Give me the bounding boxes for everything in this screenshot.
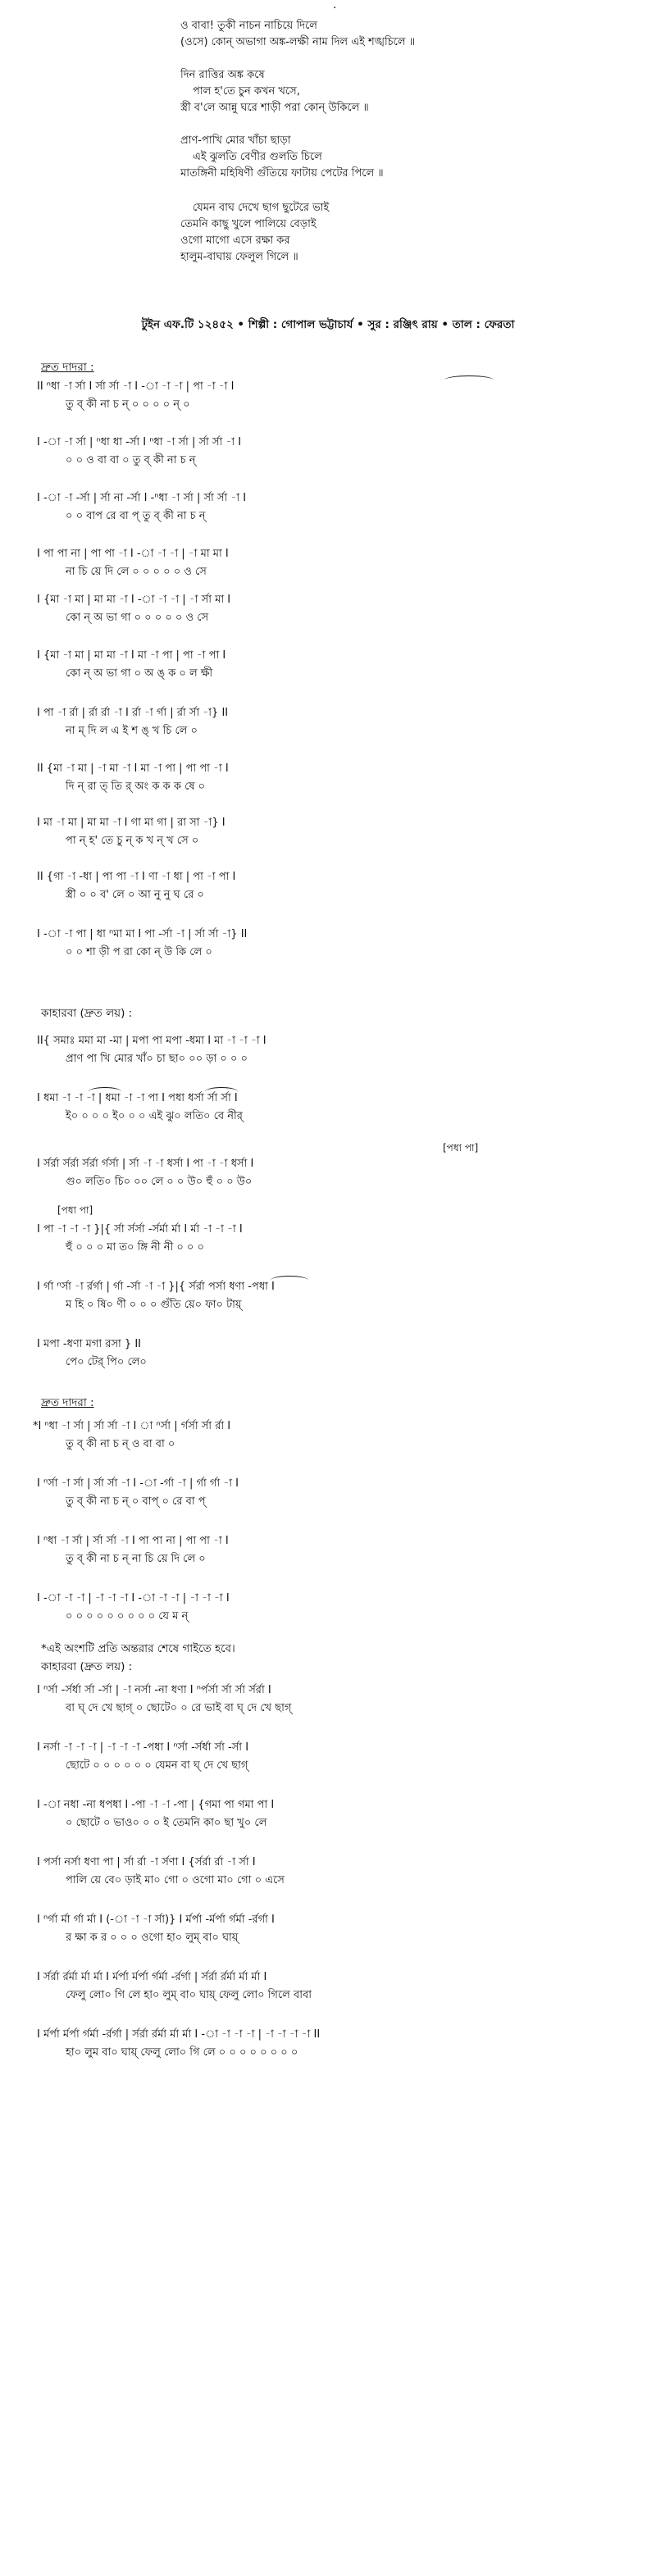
bracket-note: [পধা পা] <box>57 1204 93 1216</box>
notation-row <box>0 926 656 963</box>
swara-line: I ⁿধা -া র্সা | র্সা র্সা -া I পা পা না | পা পা -া I <box>37 1535 229 1547</box>
notation-row <box>0 761 656 797</box>
lyric-line: (ওসে) কোন্ অভাগা অঙ্ক-লক্ষী নাম দিল এই শঙ্খচিলে ॥ <box>180 36 416 48</box>
notation-row <box>0 1222 656 1258</box>
lyric-line: যেমন বাঘ দেখে ছাগ ছুটেরে ভাই <box>193 202 330 214</box>
notation-row <box>0 1591 656 1627</box>
swara-line: I পা -া র্রা | র্রা র্রা -া I র্রা -া র্গা | র্রা র্সা -া} II <box>37 707 229 719</box>
section-heading: দ্রুত দাদরা : <box>41 1396 94 1409</box>
lyric-syllables: দি ন্ রা ত্ তি র্ অং ক ক ক ষে ০ <box>66 781 206 793</box>
lyric-line: মাতঙ্গিনী মহিষিণী গুঁতিয়ে ফাটায় পেটের পিলে ॥ <box>180 167 384 180</box>
swara-line: I পা পা না | পা পা -া I -া -া -া | -া মা মা I <box>37 548 229 560</box>
lyric-syllables: গু০ লতি০ চি০ ০০ লে ০ ০ উ০ হুঁ ০ ০ উ০ <box>66 1176 253 1188</box>
lyric-syllables: ০ ০ শা ড়ী প রা কো ন্ উ কি লে ০ <box>66 946 212 958</box>
swara-line: I ⁿর্সা -র্সর্ধা র্সা -র্সা | -া নর্সা -না ধণা I ⁿর্পর্সা র্সা র্সা র্সর্রা I <box>37 1684 271 1696</box>
notation-row <box>0 1533 656 1569</box>
swara-line: I র্সর্রা র্সর্রা র্সর্রা র্গর্সা | র্সা -া -া ধর্সা I পা -া -া ধর্সা I <box>37 1158 254 1170</box>
notation-row <box>0 2027 656 2063</box>
slur-mark <box>89 1087 121 1096</box>
notation-row <box>0 815 656 851</box>
lyric-syllables: ম হি ০ ষি০ ণী ০ ০ ০ গুঁতি য়ে০ ফা০ টায়্ <box>66 1299 242 1311</box>
lyric-line: পাল হ'তে চুন কখন খসে, <box>193 85 300 98</box>
swara-line: I ⁿর্সা -া র্সা | র্সা র্সা -া I -া -র্গা -া | র্গা র্গা -া I <box>37 1477 239 1490</box>
record-credits: টুইন এফ.টি ১২৪৫২ • শিল্পী : গোপাল ভট্টাচার্য • সুর : রঞ্জিৎ রায় • তাল : ফেরতা <box>141 318 515 331</box>
slur-mark <box>271 1276 308 1285</box>
notation-row <box>0 1418 656 1454</box>
lyric-syllables: তু ব্ কী না চ ন্ না চি য়ে দি লে ০ <box>66 1553 206 1565</box>
lyric-syllables: পে০ টের্ পি০ লে০ <box>66 1356 147 1368</box>
swara-line: I পা -া -া -া }|{ র্সা র্সর্সা -র্সর্মা র্মা I র্মা -া -া -া I <box>37 1223 243 1236</box>
swara-line: II {মা -া মা | -া মা -া I মা -া পা | পা পা -া I <box>37 762 229 775</box>
slur-mark <box>205 1087 238 1096</box>
section-heading: কাহারবা (দ্রুত লয়) : <box>41 1660 133 1673</box>
swara-line: I {মা -া মা | মা মা -া I মা -া পা | পা -া পা I <box>37 649 226 662</box>
lyric-syllables: ০ ০ ও বা বা ০ তু ব্ কী না চ ন্ <box>66 454 196 467</box>
swara-line: I {মা -া মা | মা মা -া I -া -া -া | -া র্সা মা I <box>37 594 231 606</box>
swara-line: *I ⁿধা -া র্সা | র্সা র্সা -া I া ⁿর্সা | র্গর্সা র্সা র্রা I <box>33 1420 231 1432</box>
notation-row <box>0 1797 656 1833</box>
swara-line: II ⁿধা -া র্সা I র্সা র্সা -া I -া -া -া | পা -া -া I <box>37 380 235 393</box>
bracket-note: [পধা পা] <box>443 1142 479 1154</box>
lyric-syllables: কো ন্ অ ভা গা ০ অ ঙ্ ক ০ ল ক্ষী <box>66 667 213 680</box>
swara-line: II{ সমাঃ মমা মা -মা | মপা পা মপা -ধমা I মা -া -া -া I <box>37 1035 266 1047</box>
swara-line: I -া -া র্সা | ⁿধা ধা -র্সা I ⁿধা -া র্সা | র্সা র্সা -া I <box>37 436 242 448</box>
lyric-syllables: তু ব্ কী না চ ন্ ও বা বা ০ <box>66 1438 175 1450</box>
swara-line: I ⁿর্গা র্মা র্গা র্মা I (-া -া -া র্সা)} I র্মর্পা -র্মর্পা র্গর্মা -র্রর্গা I <box>37 1914 275 1926</box>
swara-line: I -া -া -া | -া -া -া I -া -া -া | -া -া -া I <box>37 1592 230 1604</box>
swara-line: I ধমা -া -া -া | ধমা -া -া পা I পধা ধর্সা র্সা র্সা I <box>37 1092 238 1104</box>
notation-row <box>0 1336 656 1372</box>
swara-line: I র্গা ⁿর্সা -া র্রর্গা | র্গা -র্সা -া -া }|{ র্সর্রা পর্সা ধণা -পধা I <box>37 1281 275 1293</box>
notation-row <box>0 1912 656 1948</box>
lyric-syllables: ০ ছোটে ০ ভাও০ ০ ০ ই তেমনি কা০ ছা খু০ লে <box>66 1817 267 1829</box>
lyric-syllables: তু ব্ কী না চ ন্ ০ ০ ০ ০ ন্ ০ <box>66 398 190 411</box>
lyric-syllables: ০ ০ ০ ০ ০ ০ ০ ০ ০ যে ম ন্ <box>66 1610 189 1623</box>
lyric-line: স্ত্রী ব'লে আন্নু ঘরে শাড়ী পরা কোন্ উকিলে ॥ <box>180 102 369 114</box>
top-mark: · <box>333 2 337 15</box>
slur-mark <box>444 375 494 385</box>
lyric-syllables: র ক্ষা ক র ০ ০ ০ ওগো হা০ লুম্ বা০ ঘায়্ <box>66 1932 239 1944</box>
instruction-note: *এই অংশটি প্রতি অন্তরার শেষে গাইতে হবে। <box>41 1642 235 1655</box>
lyric-line: হালুম-বাঘায় ফেলুল গিলে ॥ <box>180 251 298 263</box>
swara-line: II {গা -া -ধা | পা পা -া I ণা -া ধা | পা -া পা I <box>37 871 236 883</box>
swara-line: I মপা -ধণা মগা রসা } II <box>37 1338 142 1350</box>
swara-line: I -া -া -র্সা | র্সা না -র্সা I -ⁿধা -া র্সা | র্সা র্সা -া I <box>37 492 247 504</box>
swara-line: I নর্সা -া -া -া | -া -া -া -পধা I ⁿর্সা -র্সর্ধা র্সা -র্সা I <box>37 1741 249 1754</box>
lyric-line: এই ঝুলতি বেণীর গুলতি চিলে <box>193 151 322 163</box>
lyric-syllables: পা ন্ হ' তে চু ন্ ক খ ন্ খ সে ০ <box>66 835 199 847</box>
lyric-syllables: হা০ লুম বা০ ঘায়্ ফেলু লো০ গি লে ০ ০ ০ ০ ০ ০ ০ ০ <box>66 2046 298 2059</box>
lyric-syllables: প্রাণ পা খি মোর খাঁ০ চা ছা০ ০০ ড়া ০ ০ ০ <box>66 1053 248 1065</box>
lyric-syllables: ফেলু লো০ গি লে হা০ লুম্ বা০ ঘায়্ ফেলু লো০ গিলে বাবা <box>66 1989 312 2001</box>
swara-line: I -া -া পা | ধা ⁿমা মা I পা -র্সা -া | র্সা র্সা -া} II <box>37 928 248 940</box>
lyric-syllables: না চি য়ে দি লে ০ ০ ০ ০ ০ ও সে <box>66 566 207 578</box>
lyric-syllables: ০ ০ বাপ রে বা প্ তু ব্ কী না চ ন্ <box>66 510 206 522</box>
swara-line: I র্মর্পা র্মর্পা র্গর্মা -র্রর্গা | র্সর্রা র্রর্মা র্মা র্মা I -া -া -া -া | -া -া -া -া II <box>37 2028 321 2041</box>
lyric-syllables: না ম্ দি ল এ ই শ ঙ্ খ চি লে ০ <box>66 725 198 737</box>
swara-line: I পর্সা নর্সা ধণা পা | র্সা র্রা -া র্সণা I {র্সর্রা র্রা -া র্সা I <box>37 1856 256 1868</box>
notation-row <box>0 1156 656 1192</box>
notation-row <box>0 705 656 741</box>
lyric-syllables: স্ত্রী ০ ০ ব' লে ০ আ নু নু ঘ রে ০ <box>66 889 204 901</box>
lyric-line: ওগো মাগো এসে রক্ষা কর <box>180 234 290 247</box>
notation-row <box>0 490 656 526</box>
lyric-line: দিন রাত্তির অঙ্ক কষে <box>180 69 265 81</box>
lyric-line: ও বাবা! তুকী নাচন নাচিয়ে দিলে <box>180 20 317 32</box>
notation-row <box>0 435 656 471</box>
lyric-syllables: কো ন্ অ ভা গা ০ ০ ০ ০ ০ ও সে <box>66 612 209 624</box>
notation-row <box>0 1279 656 1315</box>
swara-line: I মা -া মা | মা মা -া I গা মা গা | রা সা -া} I <box>37 817 226 829</box>
notation-row <box>0 1682 656 1718</box>
notation-row <box>0 1033 656 1069</box>
notation-row <box>0 648 656 684</box>
notation-row <box>0 1476 656 1512</box>
notation-row <box>0 379 656 415</box>
lyric-syllables: বা ঘ্ দে খে ছাগ্ ০ ছোটে০ ০ রে ভাই বা ঘ্ দে খে ছাগ্ <box>66 1702 292 1714</box>
lyric-line: প্রাণ-পাখি মোর খাঁচা ছাড়া <box>180 134 291 147</box>
section-heading: দ্রুত দাদরা : <box>41 361 94 374</box>
notation-row <box>0 546 656 582</box>
swara-line: I -া নধা -না ধপধা I -পা -া -া -পা | {গমা পা গমা পা I <box>37 1799 275 1811</box>
section-heading: কাহারবা (দ্রুত লয়) : <box>41 1007 133 1020</box>
notation-row <box>0 1740 656 1776</box>
notation-row <box>0 592 656 628</box>
lyric-syllables: পালি য়ে বে০ ড়াই মা০ গো ০ ওগো মা০ গো ০ এসে <box>66 1874 285 1886</box>
swara-line: I র্সর্রা র্রর্মা র্মা র্মা I র্মর্পা র্মর্পা র্গর্মা -র্রর্গা | র্সর্রা র্রর্মা র্মা র্মা I <box>37 1971 267 1983</box>
notation-row <box>0 1969 656 2005</box>
lyric-line: তেমনি কাছু খুলে পালিয়ে বেড়াই <box>180 218 317 230</box>
lyric-syllables: হুঁ ০ ০ ০ মা ত০ ঙ্গি নী নী ০ ০ ০ <box>66 1241 204 1254</box>
notation-row <box>0 1855 656 1891</box>
lyric-syllables: ই০ ০ ০ ০ ই০ ০ ০ এই ঝু০ লতি০ বে নীর্ <box>66 1110 243 1122</box>
notation-row <box>0 869 656 905</box>
lyric-syllables: তু ব্ কী না চ ন্ ০ বাপ্ ০ রে বা প্ <box>66 1495 206 1508</box>
lyric-syllables: ছোটে ০ ০ ০ ০ ০ ০ যেমন বা ঘ্ দে খে ছাগ্ <box>66 1759 248 1772</box>
